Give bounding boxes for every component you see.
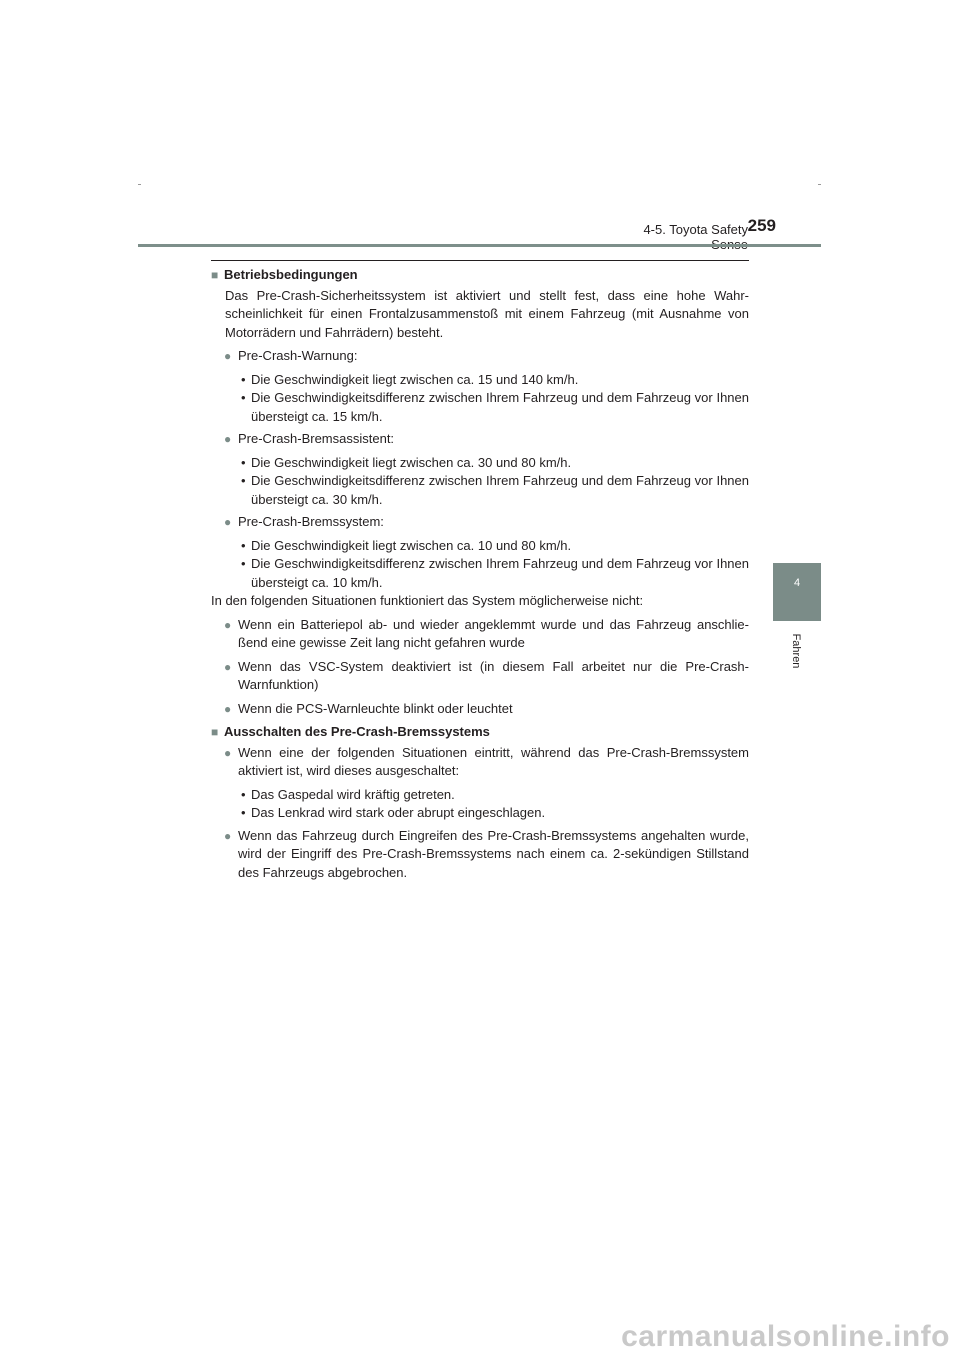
sub-bullet-mark: • bbox=[241, 556, 246, 571]
heading-text: Ausschalten des Pre-Crash-Bremssystems bbox=[224, 724, 490, 739]
section-reference: 4-5. Toyota Safety bbox=[643, 222, 748, 237]
chapter-label: Fahren bbox=[790, 633, 802, 669]
sub-item-text: Die Geschwindigkeitsdifferenz zwischen Ihrem Fahrzeug und dem Fahrzeug vor Ihnen übersteigt ca. 15 km/h. bbox=[251, 390, 749, 424]
square-bullet-icon: ■ bbox=[211, 725, 219, 739]
circle-bullet-icon: ● bbox=[224, 745, 232, 760]
chapter-tab bbox=[773, 563, 821, 621]
sub-item bbox=[241, 454, 749, 473]
sub-item bbox=[241, 389, 749, 426]
sublist-pre-crash-brake-assist bbox=[211, 454, 749, 510]
bullet-text: Pre-Crash-Bremsassistent: bbox=[238, 431, 395, 446]
sub-item-text: Die Geschwindigkeit liegt zwischen ca. 15 und 140 km/h. bbox=[251, 371, 579, 387]
page-content bbox=[211, 266, 749, 887]
sub-bullet-mark: • bbox=[241, 371, 246, 387]
bullet-pre-crash-brake-assist bbox=[211, 430, 749, 449]
circle-bullet-icon: ● bbox=[224, 659, 232, 674]
intro-paragraph: Das Pre-Crash-Sicherheitssystem ist aktiviert und stellt fest, dass eine hohe Wahr-scheinlichkeit für einen Frontalzusammenstoß mit einem Fahrzeug (mit Ausnahme von Motorrädern und Fahrrädern) besteht. bbox=[225, 287, 749, 340]
sub-item-text: Die Geschwindigkeit liegt zwischen ca. 30 und 80 km/h. bbox=[251, 454, 572, 470]
circle-bullet-icon: ● bbox=[224, 432, 232, 446]
sublist-pre-crash-warning bbox=[211, 371, 749, 427]
bullet-brake-release bbox=[211, 827, 749, 883]
sublist-pre-crash-brake-system bbox=[211, 537, 749, 593]
situation-item bbox=[211, 700, 749, 719]
sub-item bbox=[241, 555, 749, 592]
sub-bullet-mark: • bbox=[241, 473, 246, 488]
sub-item bbox=[241, 786, 749, 805]
circle-bullet-icon: ● bbox=[224, 515, 232, 529]
sub-item-text: Die Geschwindigkeitsdifferenz zwischen Ihrem Fahrzeug und dem Fahrzeug vor Ihnen übersteigt ca. 30 km/h. bbox=[251, 473, 749, 507]
bullet-deactivation-conditions bbox=[211, 744, 749, 781]
situation-item bbox=[211, 616, 749, 653]
sub-bullet-mark: • bbox=[241, 805, 246, 820]
sub-bullet-mark: • bbox=[241, 537, 246, 553]
sub-item bbox=[241, 472, 749, 509]
sub-item bbox=[241, 537, 749, 556]
bullet-pre-crash-warning bbox=[211, 347, 749, 366]
sub-item bbox=[241, 804, 749, 823]
bullet-text: Wenn das Fahrzeug durch Eingreifen des Pre-Crash-Bremssystems angehalten wurde, wird der Eingriff des Pre-Crash-Bremssystems nach einem ca. 2-sekündigen Stillstand des Fahrzeugs abgebrochen. bbox=[238, 827, 749, 880]
sub-item-text: Die Geschwindigkeitsdifferenz zwischen Ihrem Fahrzeug und dem Fahrzeug vor Ihnen übersteigt ca. 10 km/h. bbox=[251, 556, 749, 590]
circle-bullet-icon: ● bbox=[224, 617, 232, 632]
crop-mark-right bbox=[818, 184, 821, 185]
crop-mark-left bbox=[138, 184, 141, 185]
bullet-text: Pre-Crash-Bremssystem: bbox=[238, 514, 384, 529]
situation-text: Wenn die PCS-Warnleuchte blinkt oder leuchtet bbox=[238, 700, 513, 716]
section-heading-brake-deactivation bbox=[211, 723, 749, 742]
sub-bullet-mark: • bbox=[241, 454, 246, 470]
circle-bullet-icon: ● bbox=[224, 828, 232, 843]
chapter-number: 4 bbox=[793, 577, 801, 589]
bullet-text: Wenn eine der folgenden Situationen eintritt, während das Pre-Crash-Bremssystem aktiviert ist, wird dieses ausgeschaltet: bbox=[238, 744, 749, 778]
situation-item bbox=[211, 658, 749, 695]
content-top-rule bbox=[211, 260, 749, 261]
watermark: carmanualsonline.info bbox=[621, 1320, 950, 1353]
sub-item-text: Das Gaspedal wird kräftig getreten. bbox=[251, 786, 455, 802]
sub-bullet-mark: • bbox=[241, 390, 246, 405]
situation-text: Wenn ein Batteriepol ab- und wieder angeklemmt wurde und das Fahrzeug anschlie-ßend eine gewisse Zeit lang nicht gefahren wurde bbox=[238, 616, 749, 650]
sub-item-text: Die Geschwindigkeit liegt zwischen ca. 10 und 80 km/h. bbox=[251, 537, 572, 553]
sub-item-text: Das Lenkrad wird stark oder abrupt eingeschlagen. bbox=[251, 805, 546, 820]
bullet-pre-crash-brake-system bbox=[211, 513, 749, 532]
sublist-deactivation-conditions bbox=[211, 786, 749, 823]
section-heading-operating-conditions bbox=[211, 266, 749, 285]
square-bullet-icon: ■ bbox=[211, 268, 219, 282]
circle-bullet-icon: ● bbox=[224, 349, 232, 363]
sub-item bbox=[241, 371, 749, 390]
header-rule bbox=[138, 244, 821, 247]
bullet-text: Pre-Crash-Warnung: bbox=[238, 348, 358, 363]
page-number: 259 bbox=[747, 216, 776, 235]
sub-bullet-mark: • bbox=[241, 786, 246, 802]
situation-text: Wenn das VSC-System deaktiviert ist (in diesem Fall arbeitet nur die Pre-Crash-Warnfunktion) bbox=[238, 658, 749, 692]
circle-bullet-icon: ● bbox=[224, 701, 232, 716]
situations-intro: In den folgenden Situationen funktioniert das System möglicherweise nicht: bbox=[211, 593, 644, 608]
heading-text: Betriebsbedingungen bbox=[224, 267, 358, 282]
